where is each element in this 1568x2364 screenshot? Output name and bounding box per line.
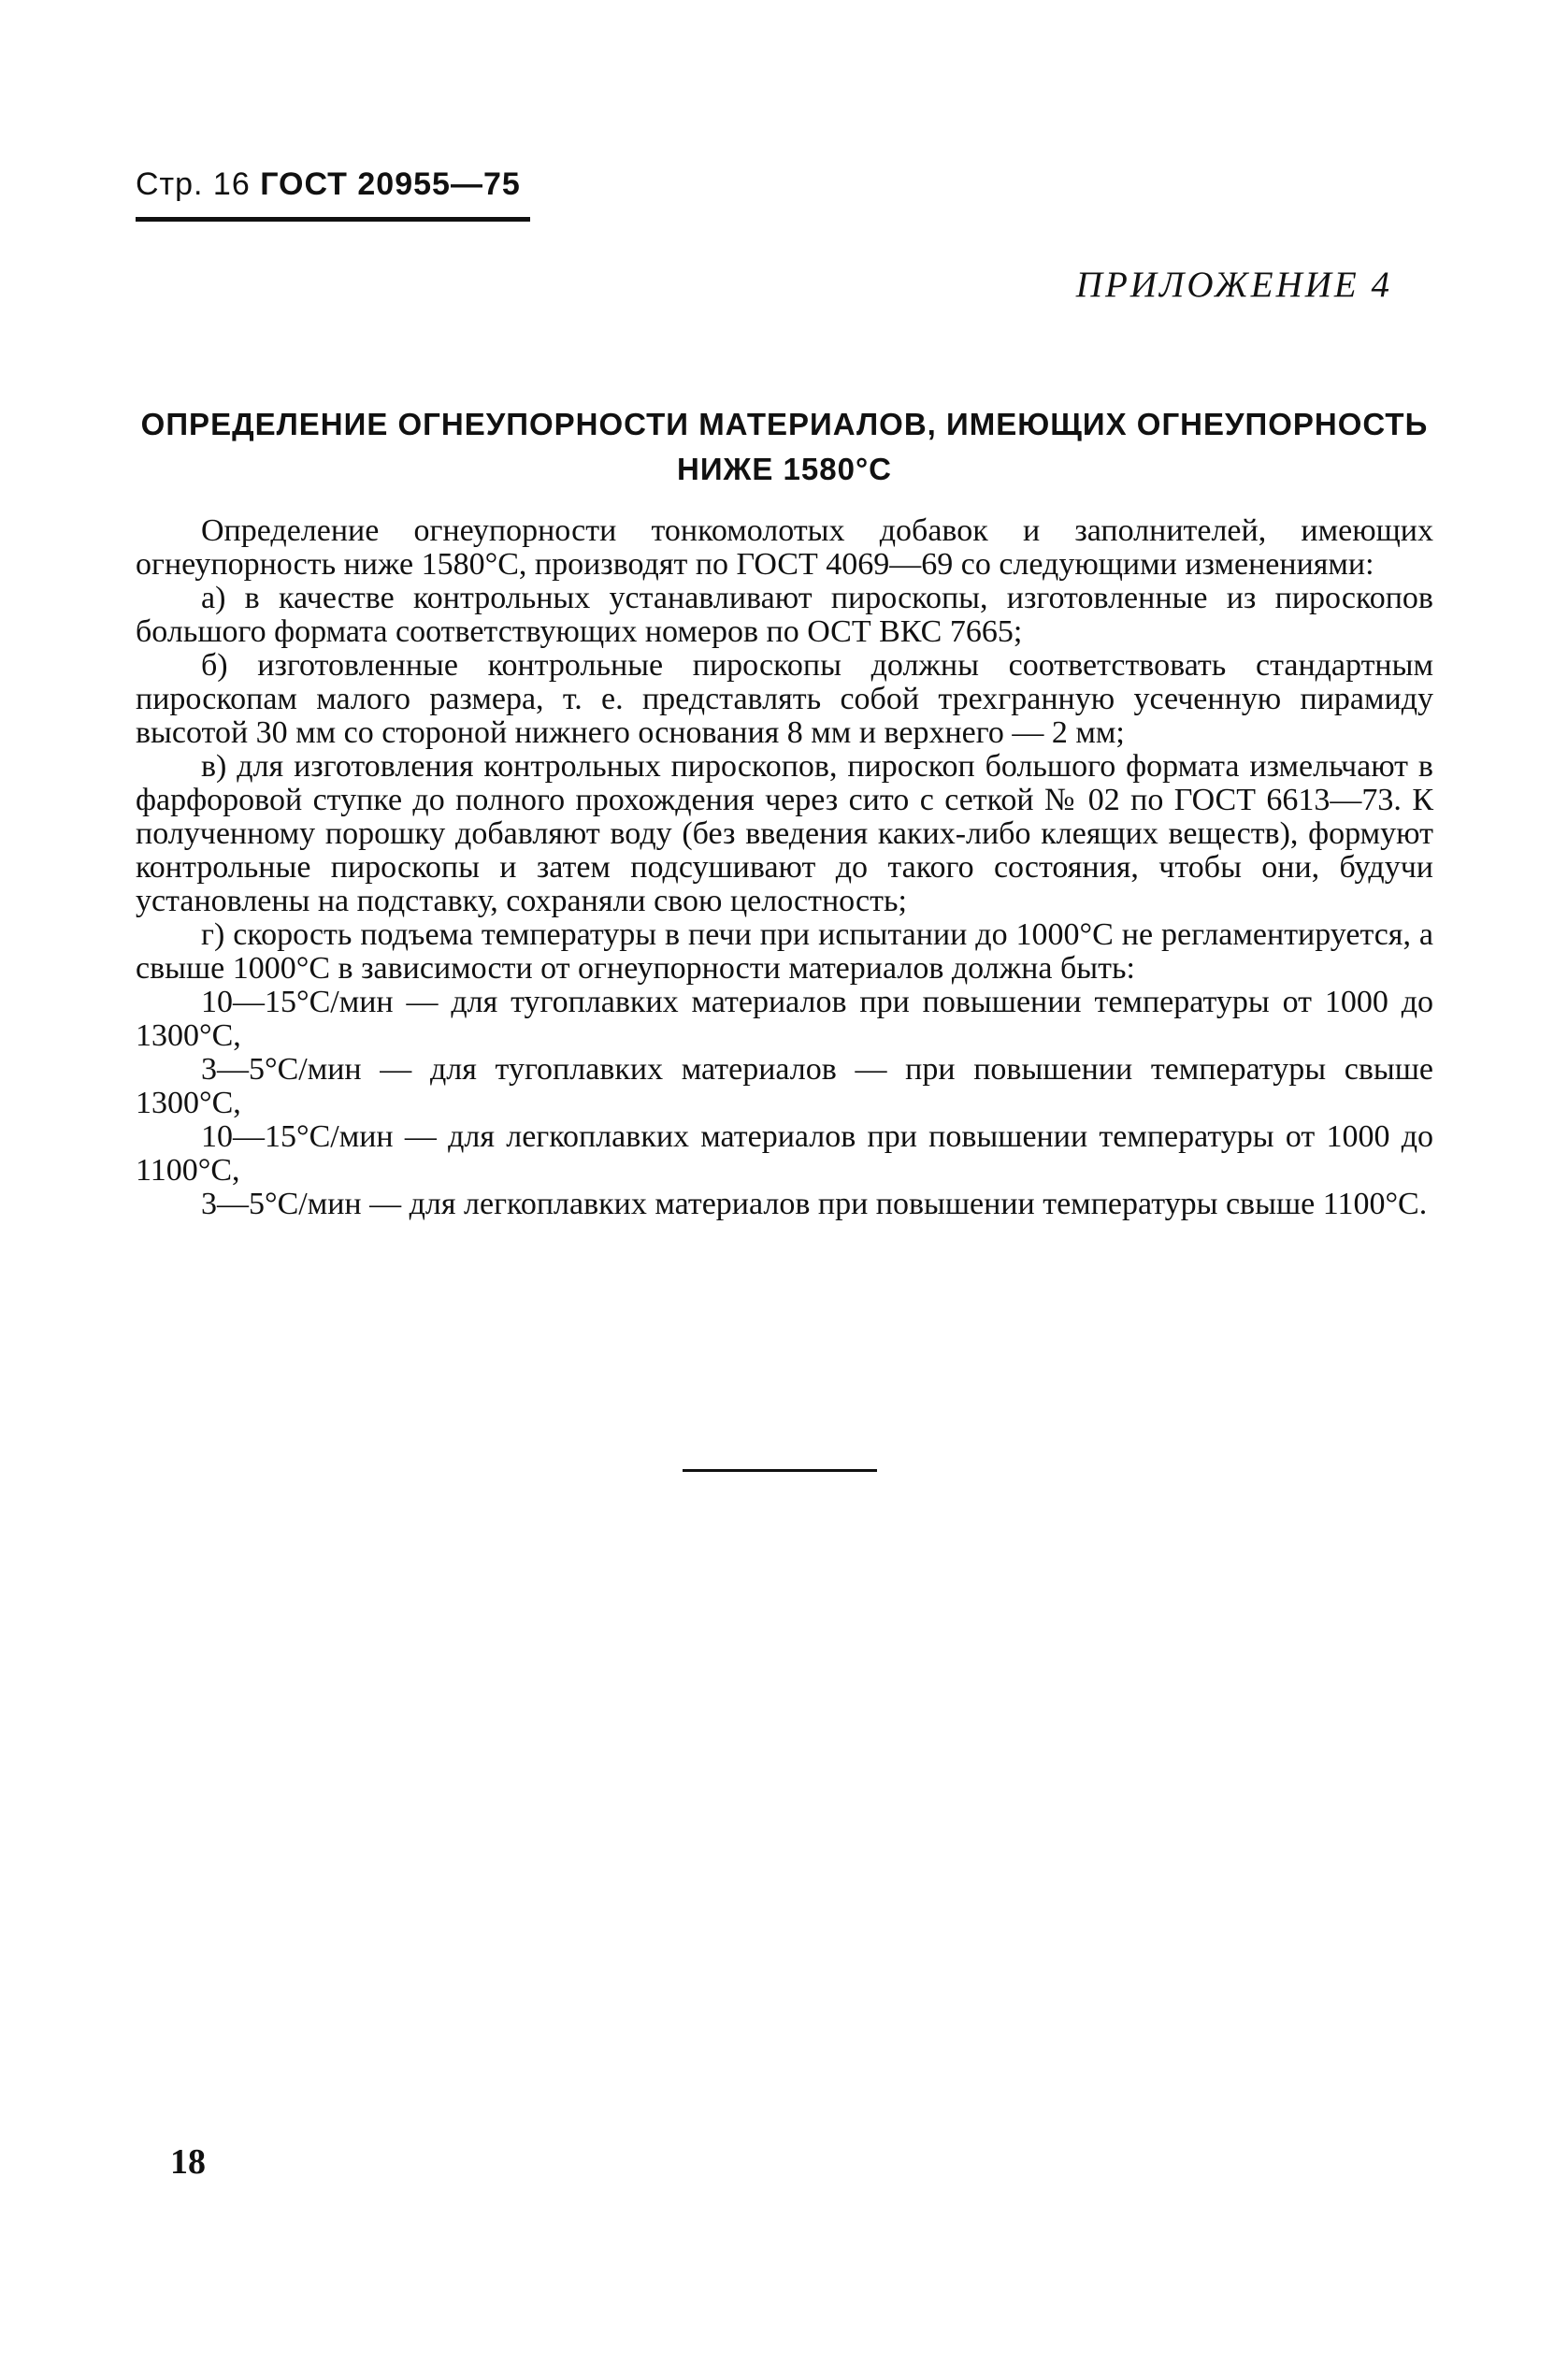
appendix-label: ПРИЛОЖЕНИЕ 4 [1075, 265, 1392, 305]
paragraph-intro: Определение огнеупорности тонкомолотых добавок и заполнителей, имеющих огнеупорность ниже 1580°С, производят по ГОСТ 4069—69 со следующими изменениями: [136, 513, 1433, 582]
end-rule [683, 1469, 877, 1472]
page-label: Стр. 16 [136, 166, 251, 202]
standard-number: ГОСТ 20955—75 [260, 166, 521, 202]
section-title [136, 402, 1433, 492]
running-header [136, 166, 521, 203]
rate-line-4: 3—5°С/мин — для легкоплавких материалов при повышении температуры свыше 1100°С. [201, 1187, 1428, 1221]
paragraph-item-a: а) в качестве контрольных устанавливают пироскопы, изготовленные из пироскопов большого формата соответствующих номеров по ОСТ ВКС 7665; [136, 581, 1433, 649]
rate-line-2: 3—5°С/мин — для тугоплавких материалов — при повышении температуры свыше 1300°С, [136, 1052, 1433, 1120]
body-text [136, 514, 1433, 1221]
rate-line-3: 10—15°С/мин — для легкоплавких материалов при повышении температуры от 1000 до 1100°С, [136, 1119, 1433, 1188]
paragraph-item-b: б) изготовленные контрольные пироскопы должны соответствовать стандартным пироскопам малого размера, т. е. представлять собой трехгранную усеченную пирамиду высотой 30 мм со стороной нижнего основания 8 мм и верхнего — 2 мм; [136, 648, 1433, 750]
title-line-1: ОПРЕДЕЛЕНИЕ ОГНЕУПОРНОСТИ МАТЕРИАЛОВ, ИМЕЮЩИХ ОГНЕУПОРНОСТЬ [140, 407, 1429, 441]
rate-line-1: 10—15°С/мин — для тугоплавких материалов при повышении температуры от 1000 до 1300°С, [136, 985, 1433, 1053]
page-number: 18 [170, 2142, 206, 2182]
paragraph-item-v: в) для изготовления контрольных пироскопов, пироскоп большого формата измельчают в фарфоровой ступке до полного прохождения через сито с сеткой № 02 по ГОСТ 6613—73. К полученному порошку добавляют воду (без введения каких-либо клеящих веществ), формуют контрольные пироскопы и затем подсушивают до такого состояния, чтобы они, будучи установлены на подставку, сохраняли свою целостность; [136, 749, 1433, 918]
header-rule [136, 217, 530, 222]
title-line-2: НИЖЕ 1580°С [677, 452, 892, 486]
paragraph-item-g: г) скорость подъема температуры в печи при испытании до 1000°С не регламентируется, а свыше 1000°С в зависимости от огнеупорности материалов должна быть: [136, 917, 1433, 986]
